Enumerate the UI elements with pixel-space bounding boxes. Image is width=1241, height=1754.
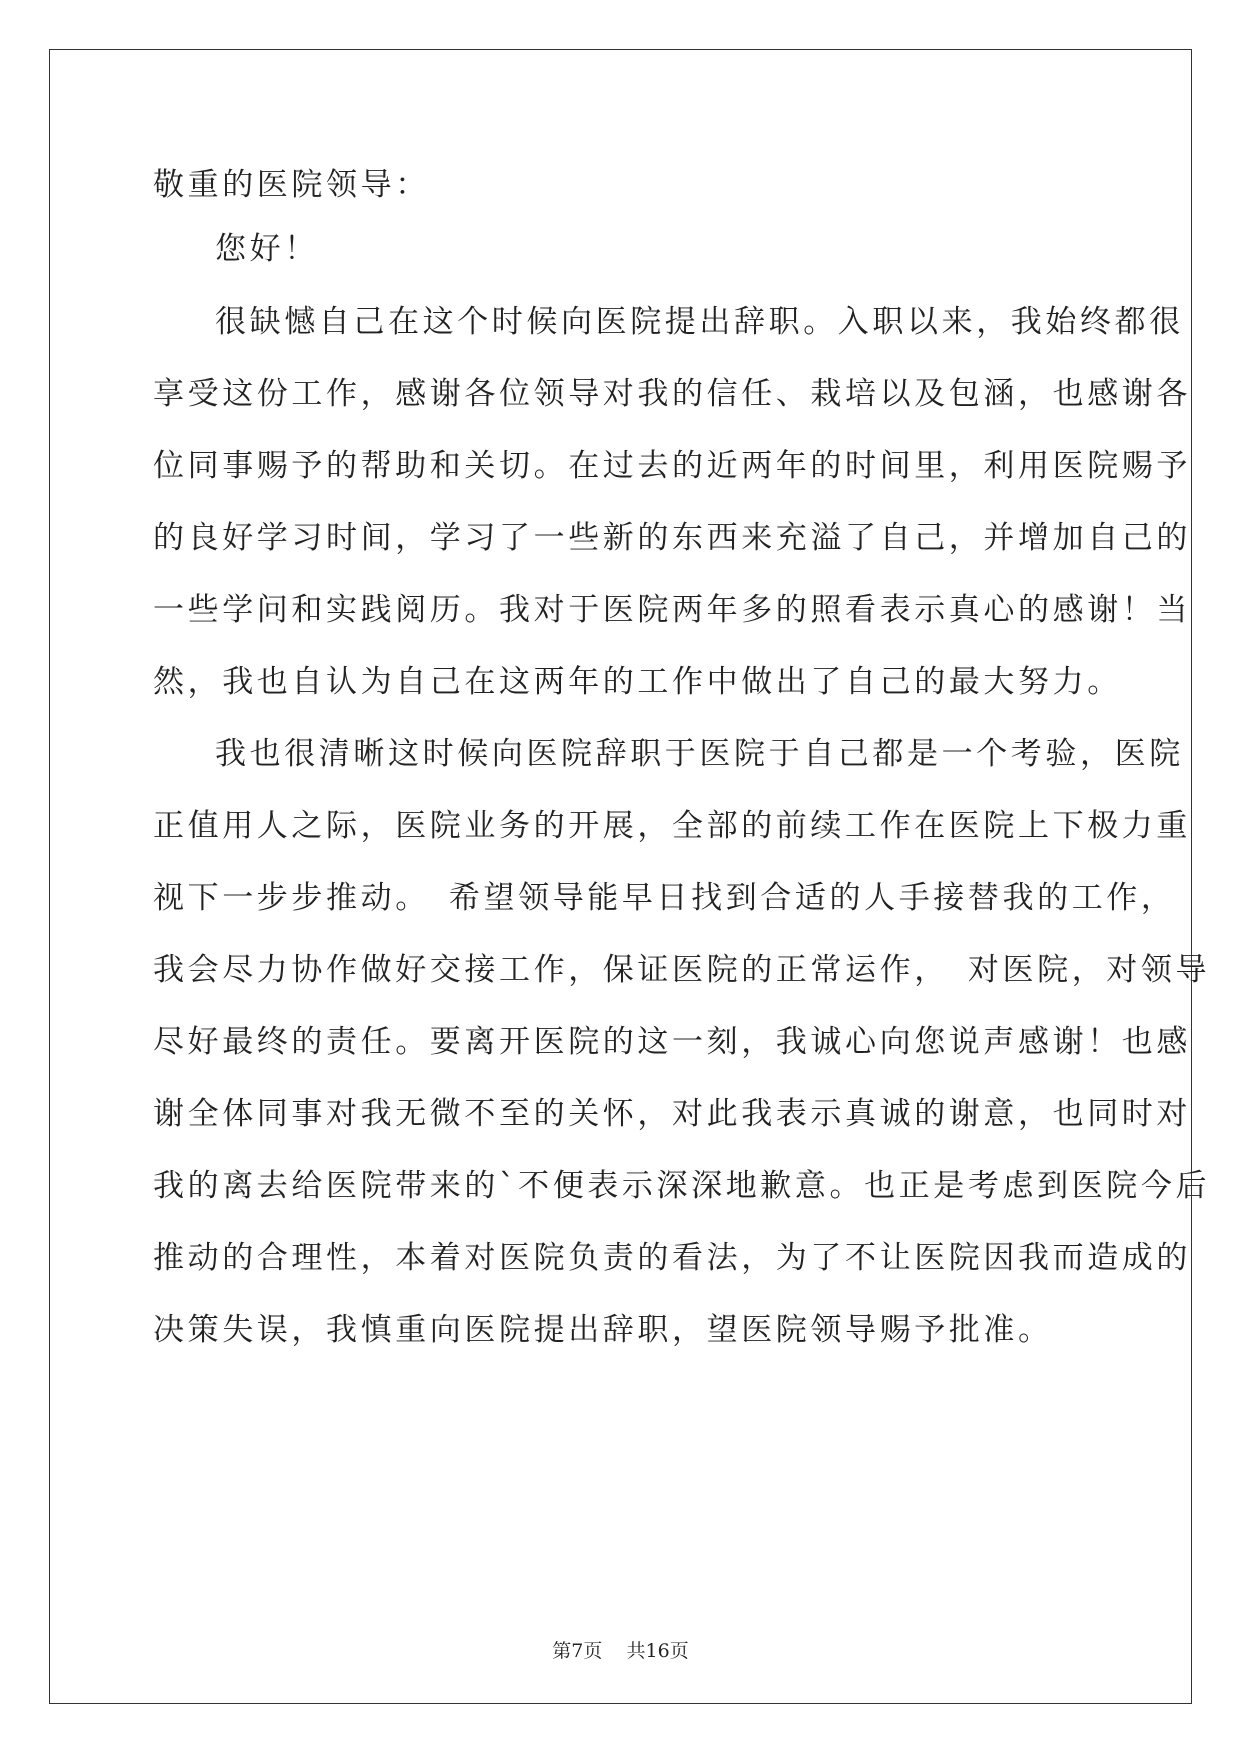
paragraph-line: 很缺憾自己在这个时候向医院提出辞职。入职以来，我始终都很 xyxy=(215,304,1184,340)
paragraph-line: 我会尽力协作做好交接工作，保证医院的正常运作， 对医院，对领导 xyxy=(153,952,1211,988)
paragraph-line: 的良好学习时间，学习了一些新的东西来充溢了自己，并增加自己的 xyxy=(153,520,1191,556)
paragraph-line: 推动的合理性，本着对医院负责的看法，为了不让医院因我而造成的 xyxy=(153,1240,1191,1276)
paragraph-line: 位同事赐予的帮助和关切。在过去的近两年的时间里，利用医院赐予 xyxy=(153,448,1191,484)
paragraph-line: 享受这份工作，感谢各位领导对我的信任、栽培以及包涵，也感谢各 xyxy=(153,376,1191,412)
paragraph-line: 我的离去给医院带来的`不便表示深深地歉意。也正是考虑到医院今后 xyxy=(153,1168,1211,1204)
paragraph-line: 正值用人之际，医院业务的开展，全部的前续工作在医院上下极力重 xyxy=(153,808,1191,844)
paragraph-line: 我也很清晰这时候向医院辞职于医院于自己都是一个考验，医院 xyxy=(215,736,1184,772)
page-total: 共16页 xyxy=(626,1640,689,1662)
paragraph-line: 视下一步步推动。 希望领导能早日找到合适的人手接替我的工作， xyxy=(153,880,1176,916)
paragraph-line: 然，我也自认为自己在这两年的工作中做出了自己的最大努力。 xyxy=(153,664,1122,700)
salutation: 敬重的医院领导： xyxy=(153,167,430,203)
page-frame xyxy=(49,49,1192,1704)
paragraph-line: 尽好最终的责任。要离开医院的这一刻，我诚心向您说声感谢！也感 xyxy=(153,1024,1191,1060)
greeting: 您好！ xyxy=(215,231,319,267)
page-footer xyxy=(0,1636,1241,1663)
page-number: 第7页 xyxy=(552,1640,603,1662)
paragraph-line: 决策失误，我慎重向医院提出辞职，望医院领导赐予批准。 xyxy=(153,1312,1053,1348)
paragraph-line: 一些学问和实践阅历。我对于医院两年多的照看表示真心的感谢！当 xyxy=(153,592,1191,628)
paragraph-line: 谢全体同事对我无微不至的关怀，对此我表示真诚的谢意，也同时对 xyxy=(153,1096,1191,1132)
